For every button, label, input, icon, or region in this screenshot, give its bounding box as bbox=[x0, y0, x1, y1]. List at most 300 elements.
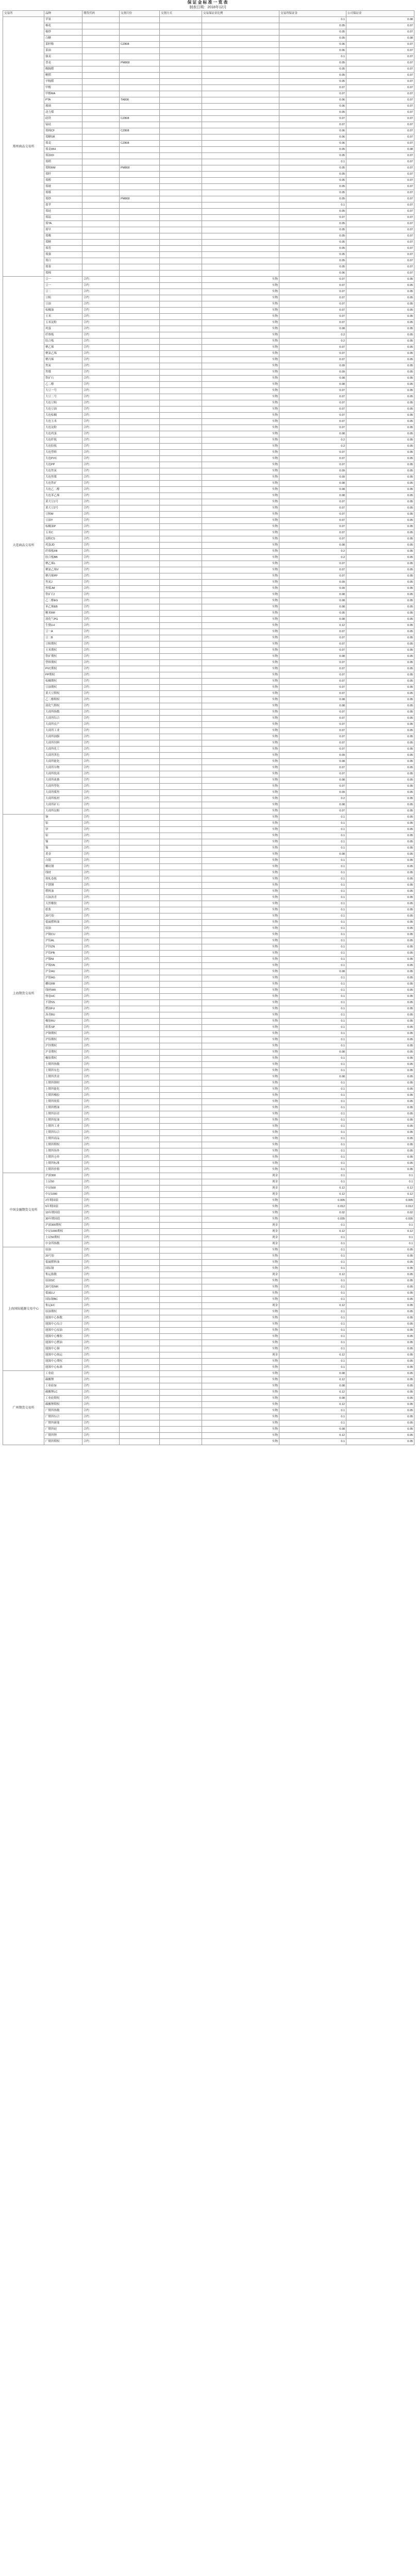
table-cell: 0.05 bbox=[279, 60, 346, 66]
table-cell bbox=[120, 1284, 160, 1291]
table-cell bbox=[160, 400, 202, 406]
table-row bbox=[3, 1037, 414, 1043]
table-row bbox=[3, 1340, 414, 1346]
table-cell: 0.2 bbox=[279, 444, 346, 450]
table-cell: 0.08 bbox=[279, 759, 346, 765]
table-cell: 实物 bbox=[202, 1117, 279, 1124]
table-cell: 实物 bbox=[202, 462, 279, 468]
table-row bbox=[3, 1087, 414, 1093]
table-row bbox=[3, 450, 414, 456]
table-cell: 0.05 bbox=[279, 178, 346, 184]
table-cell: 0.12 bbox=[279, 1377, 346, 1383]
table-cell bbox=[120, 1000, 160, 1006]
table-row bbox=[3, 240, 414, 246]
table-cell: 合约 bbox=[82, 450, 120, 456]
table-row bbox=[3, 635, 414, 641]
table-cell bbox=[160, 1377, 202, 1383]
table-row bbox=[3, 36, 414, 42]
table-cell: 0.05 bbox=[346, 1087, 414, 1093]
table-cell bbox=[120, 202, 160, 209]
table-cell: 实物 bbox=[202, 969, 279, 975]
table-cell: 0.07 bbox=[279, 530, 346, 536]
table-cell: 0.05 bbox=[279, 184, 346, 190]
table-cell: 实物 bbox=[202, 1068, 279, 1074]
table-cell bbox=[120, 536, 160, 543]
table-row bbox=[3, 1105, 414, 1111]
table-cell: 0.1 bbox=[346, 1235, 414, 1241]
table-cell bbox=[160, 660, 202, 666]
table-row bbox=[3, 42, 414, 48]
table-cell: 0.1 bbox=[279, 1346, 346, 1352]
table-cell: 0.1 bbox=[279, 1328, 346, 1334]
table-row bbox=[3, 314, 414, 320]
table-cell bbox=[120, 172, 160, 178]
table-cell bbox=[160, 314, 202, 320]
table-cell: 现金 bbox=[202, 1229, 279, 1235]
table-cell: 大商所工业 bbox=[44, 728, 82, 734]
table-cell: 大商所农产 bbox=[44, 722, 82, 728]
table-cell: 豆一A bbox=[44, 629, 82, 635]
table-cell: 合约 bbox=[82, 400, 120, 406]
table-cell bbox=[160, 672, 202, 679]
table-cell: 实物 bbox=[202, 666, 279, 672]
table-cell bbox=[120, 320, 160, 326]
table-cell: 实物 bbox=[202, 876, 279, 883]
table-cell: 合约 bbox=[82, 1420, 120, 1427]
table-cell: 0.05 bbox=[346, 1006, 414, 1012]
table-cell: 0.07 bbox=[346, 258, 414, 264]
table-cell: 铁矿期权 bbox=[44, 654, 82, 660]
table-cell: 0.1 bbox=[279, 988, 346, 994]
table-cell bbox=[160, 938, 202, 944]
table-cell bbox=[160, 36, 202, 42]
table-cell bbox=[160, 876, 202, 883]
table-cell: 纤维板 bbox=[44, 332, 82, 338]
table-cell: 0.07 bbox=[346, 165, 414, 172]
table-row bbox=[3, 1389, 414, 1396]
table-cell bbox=[120, 1334, 160, 1340]
table-cell bbox=[120, 147, 160, 153]
table-cell: 合约 bbox=[82, 338, 120, 345]
table-row bbox=[3, 907, 414, 913]
table-cell: 合约 bbox=[82, 444, 120, 450]
table-cell: 粳稻 bbox=[44, 73, 82, 79]
table-cell: 合约 bbox=[82, 456, 120, 462]
table-cell: 0.1 bbox=[279, 920, 346, 926]
table-cell: 0.05 bbox=[346, 963, 414, 969]
table-cell bbox=[160, 1216, 202, 1223]
table-cell: 实物 bbox=[202, 1012, 279, 1019]
table-cell: 合约 bbox=[82, 1315, 120, 1321]
table-cell: 0.07 bbox=[346, 246, 414, 252]
table-cell bbox=[160, 1080, 202, 1087]
table-cell: 0.12 bbox=[279, 1185, 346, 1192]
header-cell: 交割月份 bbox=[120, 11, 160, 17]
table-cell: 0.07 bbox=[346, 122, 414, 128]
table-cell bbox=[202, 23, 279, 29]
table-cell bbox=[120, 73, 160, 79]
table-cell bbox=[202, 17, 279, 23]
table-cell: 0.05 bbox=[346, 728, 414, 734]
table-cell: 实物 bbox=[202, 870, 279, 876]
table-cell: 合约 bbox=[82, 1000, 120, 1006]
table-cell bbox=[120, 555, 160, 561]
table-cell: 0.07 bbox=[279, 747, 346, 753]
table-cell: 实物 bbox=[202, 332, 279, 338]
table-cell: 合约 bbox=[82, 926, 120, 932]
table-cell bbox=[202, 73, 279, 79]
table-cell: 豆粕期权 bbox=[44, 641, 82, 648]
table-cell bbox=[82, 258, 120, 264]
table-cell: 0.05 bbox=[346, 852, 414, 858]
table-cell: 国际铜 bbox=[44, 1266, 82, 1272]
table-cell bbox=[160, 122, 202, 128]
table-cell bbox=[160, 301, 202, 308]
table-cell: 2年期国债 bbox=[44, 1198, 82, 1204]
table-cell: 实物 bbox=[202, 1142, 279, 1148]
table-cell: 上期所指数 bbox=[44, 1062, 82, 1068]
table-cell: 0.12 bbox=[346, 1185, 414, 1192]
table-cell: 0.09 bbox=[279, 468, 346, 474]
table-cell: 豆油期权 bbox=[44, 685, 82, 691]
table-row bbox=[3, 1377, 414, 1383]
table-cell: 0.005 bbox=[279, 1198, 346, 1204]
table-cell: 0.1 bbox=[279, 883, 346, 889]
table-cell: 合约 bbox=[82, 1093, 120, 1099]
table-cell: 实物 bbox=[202, 981, 279, 988]
table-cell: 0.05 bbox=[346, 425, 414, 431]
table-cell: 合约 bbox=[82, 1148, 120, 1155]
table-cell: 石油沥青 bbox=[44, 895, 82, 901]
table-cell bbox=[120, 567, 160, 573]
table-cell: 0.05 bbox=[346, 388, 414, 394]
table-cell: 合约 bbox=[82, 1124, 120, 1130]
table-cell: 0.05 bbox=[279, 23, 346, 29]
table-cell bbox=[160, 178, 202, 184]
table-cell: 0.07 bbox=[279, 388, 346, 394]
table-cell: 0.05 bbox=[346, 1099, 414, 1105]
table-cell: 上期所期权 bbox=[44, 1142, 82, 1148]
table-cell bbox=[160, 747, 202, 753]
table-cell: 合约 bbox=[82, 487, 120, 493]
table-cell: 0.07 bbox=[346, 128, 414, 134]
table-cell bbox=[202, 79, 279, 85]
header-row bbox=[3, 11, 414, 17]
table-cell bbox=[160, 283, 202, 289]
table-cell: 0.07 bbox=[346, 190, 414, 196]
table-cell bbox=[160, 289, 202, 295]
table-row bbox=[3, 332, 414, 338]
table-cell bbox=[120, 1433, 160, 1439]
table-cell: 合约 bbox=[82, 474, 120, 481]
table-cell: 沪锡SN bbox=[44, 963, 82, 969]
table-cell: 0.08 bbox=[279, 703, 346, 709]
table-cell bbox=[120, 592, 160, 598]
table-cell bbox=[120, 227, 160, 233]
table-cell bbox=[120, 1049, 160, 1056]
table-cell: 合约 bbox=[82, 951, 120, 957]
table-cell: 豆粕 bbox=[44, 295, 82, 301]
table-cell: 能源中心航运 bbox=[44, 1352, 82, 1359]
table-cell: 中金所指数 bbox=[44, 1241, 82, 1247]
table-cell: 0.07 bbox=[279, 765, 346, 771]
table-cell: 中证500 bbox=[44, 1185, 82, 1192]
table-cell: 0.08 bbox=[279, 1427, 346, 1433]
table-cell: 燃料油 bbox=[44, 889, 82, 895]
table-cell: 实物 bbox=[202, 895, 279, 901]
table-cell bbox=[202, 264, 279, 270]
table-cell: 白银 bbox=[44, 858, 82, 864]
table-cell bbox=[160, 215, 202, 221]
table-cell bbox=[160, 777, 202, 784]
table-cell: CZ808 bbox=[120, 116, 160, 122]
table-cell: 0.05 bbox=[279, 252, 346, 258]
table-cell: 0.12 bbox=[279, 1389, 346, 1396]
table-cell bbox=[160, 1179, 202, 1185]
table-header bbox=[3, 11, 414, 17]
table-cell: 0.05 bbox=[346, 326, 414, 332]
table-cell: 合约 bbox=[82, 1049, 120, 1056]
table-cell bbox=[160, 821, 202, 827]
table-cell: 合约 bbox=[82, 617, 120, 623]
table-cell: 合约 bbox=[82, 1352, 120, 1359]
table-cell bbox=[120, 1148, 160, 1155]
table-cell: 原油SC bbox=[44, 1278, 82, 1284]
table-cell: 0.012 bbox=[279, 1204, 346, 1210]
table-row bbox=[3, 524, 414, 530]
table-cell: 焦炭J bbox=[44, 580, 82, 586]
table-cell: 能源中心燃油 bbox=[44, 1340, 82, 1346]
table-cell bbox=[160, 648, 202, 654]
table-cell: 合约 bbox=[82, 679, 120, 685]
table-cell: 实物 bbox=[202, 777, 279, 784]
table-row bbox=[3, 1414, 414, 1420]
table-cell: 合约 bbox=[82, 654, 120, 660]
table-cell bbox=[120, 357, 160, 363]
table-row bbox=[3, 567, 414, 573]
table-row bbox=[3, 1247, 414, 1253]
table-cell bbox=[202, 165, 279, 172]
table-cell: 胶合板BB bbox=[44, 555, 82, 561]
table-cell: 合约 bbox=[82, 660, 120, 666]
table-cell: 0.07 bbox=[279, 567, 346, 573]
table-cell: 0.1 bbox=[279, 1155, 346, 1161]
table-cell: 能源中心橡胶 bbox=[44, 1334, 82, 1340]
table-cell: 合约 bbox=[82, 1105, 120, 1111]
table-cell: 合约 bbox=[82, 1346, 120, 1352]
table-cell bbox=[120, 462, 160, 468]
table-cell: 0.05 bbox=[346, 1420, 414, 1427]
table-cell bbox=[120, 1167, 160, 1173]
table-row bbox=[3, 493, 414, 499]
table-cell: 合约 bbox=[82, 753, 120, 759]
table-row bbox=[3, 1402, 414, 1408]
table-cell bbox=[120, 1031, 160, 1037]
table-cell: 实物 bbox=[202, 802, 279, 808]
table-cell: 原油 bbox=[44, 926, 82, 932]
table-cell bbox=[202, 221, 279, 227]
table-cell bbox=[120, 969, 160, 975]
table-cell: 0.05 bbox=[346, 1352, 414, 1359]
table-cell: 合约 bbox=[82, 382, 120, 388]
table-cell bbox=[160, 784, 202, 790]
table-cell: 0.1 bbox=[279, 1105, 346, 1111]
table-cell: 郑麦WH bbox=[44, 147, 82, 153]
table-cell: 实物 bbox=[202, 617, 279, 623]
table-cell bbox=[120, 988, 160, 994]
table-cell: 合约 bbox=[82, 462, 120, 468]
table-cell: 上期所价格 bbox=[44, 1167, 82, 1173]
table-cell bbox=[82, 73, 120, 79]
table-row bbox=[3, 1297, 414, 1303]
table-row bbox=[3, 1229, 414, 1235]
table-cell: 0.07 bbox=[346, 172, 414, 178]
table-cell: 0.012 bbox=[346, 1204, 414, 1210]
table-cell: 0.05 bbox=[346, 1136, 414, 1142]
table-cell: 实物 bbox=[202, 536, 279, 543]
table-cell: 0.07 bbox=[279, 351, 346, 357]
table-cell: 乙二醇 bbox=[44, 382, 82, 388]
table-row bbox=[3, 1420, 414, 1427]
table-cell: 0.05 bbox=[346, 592, 414, 598]
table-cell: 能源中心期权 bbox=[44, 1359, 82, 1365]
table-cell bbox=[120, 252, 160, 258]
table-row bbox=[3, 184, 414, 190]
table-row bbox=[3, 79, 414, 85]
table-cell: 0.05 bbox=[346, 1389, 414, 1396]
table-cell: 0.05 bbox=[346, 994, 414, 1000]
table-cell: 实物 bbox=[202, 660, 279, 666]
table-cell: 实物 bbox=[202, 1037, 279, 1043]
table-cell bbox=[160, 685, 202, 691]
table-cell: 实物 bbox=[202, 363, 279, 369]
table-cell bbox=[120, 543, 160, 549]
table-cell: 0.07 bbox=[279, 215, 346, 221]
table-cell: 0.05 bbox=[346, 957, 414, 963]
table-cell bbox=[160, 641, 202, 648]
table-cell: 合约 bbox=[82, 864, 120, 870]
table-cell bbox=[120, 1315, 160, 1321]
table-cell: 合约 bbox=[82, 1377, 120, 1383]
table-cell: 实物 bbox=[202, 975, 279, 981]
table-cell bbox=[160, 858, 202, 864]
table-cell: 0.05 bbox=[346, 932, 414, 938]
table-cell: 0.05 bbox=[279, 246, 346, 252]
table-row bbox=[3, 1427, 414, 1433]
table-cell bbox=[160, 66, 202, 73]
table-cell: 0.07 bbox=[346, 42, 414, 48]
table-cell bbox=[120, 1056, 160, 1062]
table-cell bbox=[82, 36, 120, 42]
table-cell: 0.1 bbox=[279, 1124, 346, 1130]
table-cell bbox=[120, 1080, 160, 1087]
table-cell bbox=[160, 1099, 202, 1105]
table-cell bbox=[82, 48, 120, 54]
table-cell: 不锈钢 bbox=[44, 883, 82, 889]
table-cell: 0.2 bbox=[279, 549, 346, 555]
table-cell: 合约 bbox=[82, 1247, 120, 1253]
table-cell bbox=[160, 227, 202, 233]
table-cell: 0.05 bbox=[346, 926, 414, 932]
table-row bbox=[3, 1235, 414, 1241]
table-cell: 合约 bbox=[82, 1414, 120, 1420]
table-cell bbox=[160, 833, 202, 839]
table-row bbox=[3, 951, 414, 957]
table-cell: 螺纹RB bbox=[44, 981, 82, 988]
table-cell: 0.05 bbox=[346, 369, 414, 376]
table-cell: 0.05 bbox=[346, 654, 414, 660]
table-cell: 0.08 bbox=[279, 376, 346, 382]
table-cell bbox=[120, 901, 160, 907]
table-cell: 0.1 bbox=[279, 815, 346, 821]
table-cell: 合约 bbox=[82, 697, 120, 703]
table-cell: 铅 bbox=[44, 833, 82, 839]
table-row bbox=[3, 110, 414, 116]
table-cell: 合约 bbox=[82, 289, 120, 295]
table-cell: 实物 bbox=[202, 1365, 279, 1371]
table-cell bbox=[160, 1284, 202, 1291]
table-cell: 合约 bbox=[82, 827, 120, 833]
table-row bbox=[3, 128, 414, 134]
table-cell: 实物 bbox=[202, 839, 279, 845]
table-cell bbox=[120, 54, 160, 60]
table-cell: 大商所能化 bbox=[44, 759, 82, 765]
table-cell: 5年期国债 bbox=[44, 1204, 82, 1210]
table-cell: 液化气PG bbox=[44, 617, 82, 623]
table-cell bbox=[120, 1439, 160, 1445]
table-cell bbox=[160, 592, 202, 598]
header-cell: 品种 bbox=[44, 11, 82, 17]
table-cell bbox=[120, 1253, 160, 1260]
table-cell bbox=[120, 913, 160, 920]
table-cell: 0.05 bbox=[346, 734, 414, 740]
table-row bbox=[3, 1309, 414, 1315]
table-row bbox=[3, 1000, 414, 1006]
table-cell: 0.05 bbox=[346, 1383, 414, 1389]
table-cell bbox=[202, 190, 279, 196]
table-cell: 实物 bbox=[202, 338, 279, 345]
table-cell: 0.12 bbox=[279, 623, 346, 629]
table-cell: 实物 bbox=[202, 1402, 279, 1408]
table-row bbox=[3, 270, 414, 277]
table-cell bbox=[82, 116, 120, 122]
table-cell: 0.07 bbox=[279, 91, 346, 97]
table-cell bbox=[160, 1136, 202, 1142]
table-cell: 0.1 bbox=[279, 957, 346, 963]
table-cell: 0.05 bbox=[279, 233, 346, 240]
table-row bbox=[3, 388, 414, 394]
table-cell: 实物 bbox=[202, 1198, 279, 1204]
table-cell bbox=[120, 1260, 160, 1266]
table-cell: 实物 bbox=[202, 369, 279, 376]
table-cell: 鸡蛋 bbox=[44, 326, 82, 332]
table-cell: 0.07 bbox=[346, 252, 414, 258]
table-cell bbox=[120, 611, 160, 617]
table-cell bbox=[160, 499, 202, 505]
table-cell bbox=[120, 1389, 160, 1396]
table-cell bbox=[160, 728, 202, 734]
table-cell: 晚籼稻 bbox=[44, 66, 82, 73]
table-cell bbox=[160, 753, 202, 759]
table-cell: 实物 bbox=[202, 530, 279, 536]
table-cell: 0.08 bbox=[279, 493, 346, 499]
table-cell: PM808 bbox=[120, 196, 160, 202]
table-cell: 0.05 bbox=[346, 1167, 414, 1173]
table-cell bbox=[120, 790, 160, 796]
table-row bbox=[3, 1043, 414, 1049]
table-row bbox=[3, 1216, 414, 1223]
table-cell bbox=[160, 1278, 202, 1284]
